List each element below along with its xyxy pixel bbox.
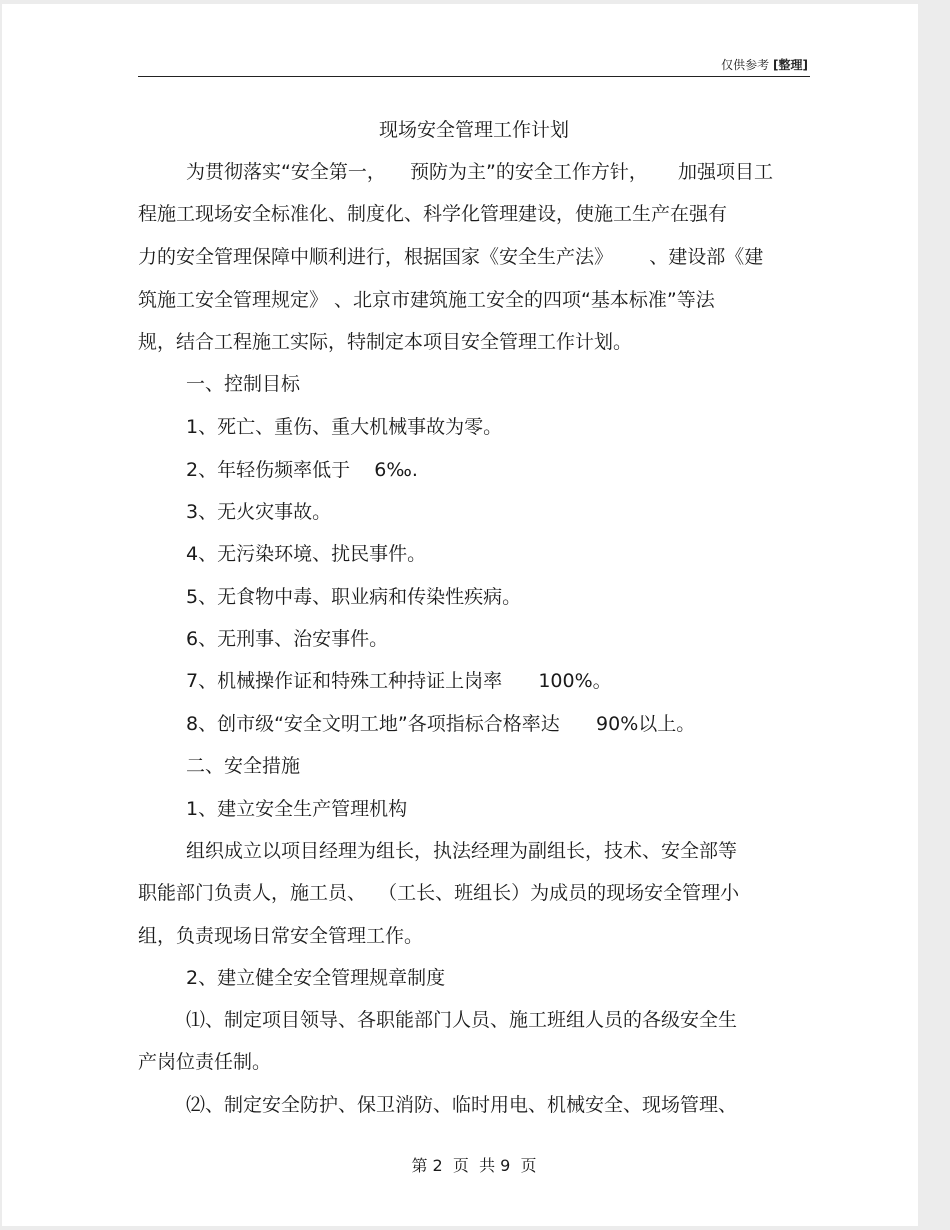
paragraph-line: 力的安全管理保障中顺利进行，根据国家《安全生产法》 、建设部《建 (138, 246, 764, 268)
section-heading: 一、控制目标 (186, 373, 301, 395)
paragraph-line: 组织成立以项目经理为组长，执法经理为副组长，技术、安全部等 (186, 840, 738, 862)
paragraph-line: ⑴、制定项目领导、各职能部门人员、施工班组人员的各级安全生 (186, 1009, 738, 1031)
list-item: 1、死亡、重伤、重大机械事故为零。 (186, 416, 503, 438)
list-item: 5、无食物中毒、职业病和传染性疾病。 (186, 586, 522, 608)
page-header (138, 50, 810, 77)
paragraph-line: 职能部门负责人，施工员、 （工长、班组长）为成员的现场安全管理小 (138, 882, 740, 904)
paragraph-line: ⑵、制定安全防护、保卫消防、临时用电、机械安全、现场管理、 (186, 1094, 738, 1116)
header-note-text: 仅供参考 (721, 58, 770, 72)
list-item: 2、年轻伤频率低于 6‰. (186, 459, 418, 481)
paragraph-line: 产岗位责任制。 (138, 1051, 272, 1073)
page-number: 第 2 页 共 9 页 (411, 1156, 537, 1175)
list-item: 6、无刑事、治安事件。 (186, 628, 389, 650)
paragraph-line: 规，结合工程施工实际，特制定本项目安全管理工作计划。 (138, 331, 633, 353)
paragraph-line: 筑施工安全管理规定》 、北京市建筑施工安全的四项“基本标准”等法 (138, 289, 715, 311)
subsection-heading: 1、建立安全生产管理机构 (186, 798, 408, 820)
paragraph-line: 组，负责现场日常安全管理工作。 (138, 925, 424, 947)
list-item: 7、机械操作证和特殊工种持证上岗率 100%。 (186, 670, 612, 692)
paragraph-line: 程施工现场安全标准化、制度化、科学化管理建设，使施工生产在强有 (138, 203, 728, 225)
document-page (2, 4, 918, 1226)
header-tag: [整理] (773, 58, 808, 72)
subsection-heading: 2、建立健全安全管理规章制度 (186, 967, 446, 989)
paragraph-line: 为贯彻落实“安全第一， 预防为主”的安全工作方针， 加强项目工 (186, 161, 774, 183)
document-title: 现场安全管理工作计划 (378, 119, 569, 141)
list-item: 8、创市级“安全文明工地”各项指标合格率达 90%以上。 (186, 713, 696, 735)
list-item: 3、无火灾事故。 (186, 501, 332, 523)
section-heading: 二、安全措施 (186, 755, 301, 777)
header-note (721, 56, 808, 73)
list-item: 4、无污染环境、扰民事件。 (186, 543, 427, 565)
